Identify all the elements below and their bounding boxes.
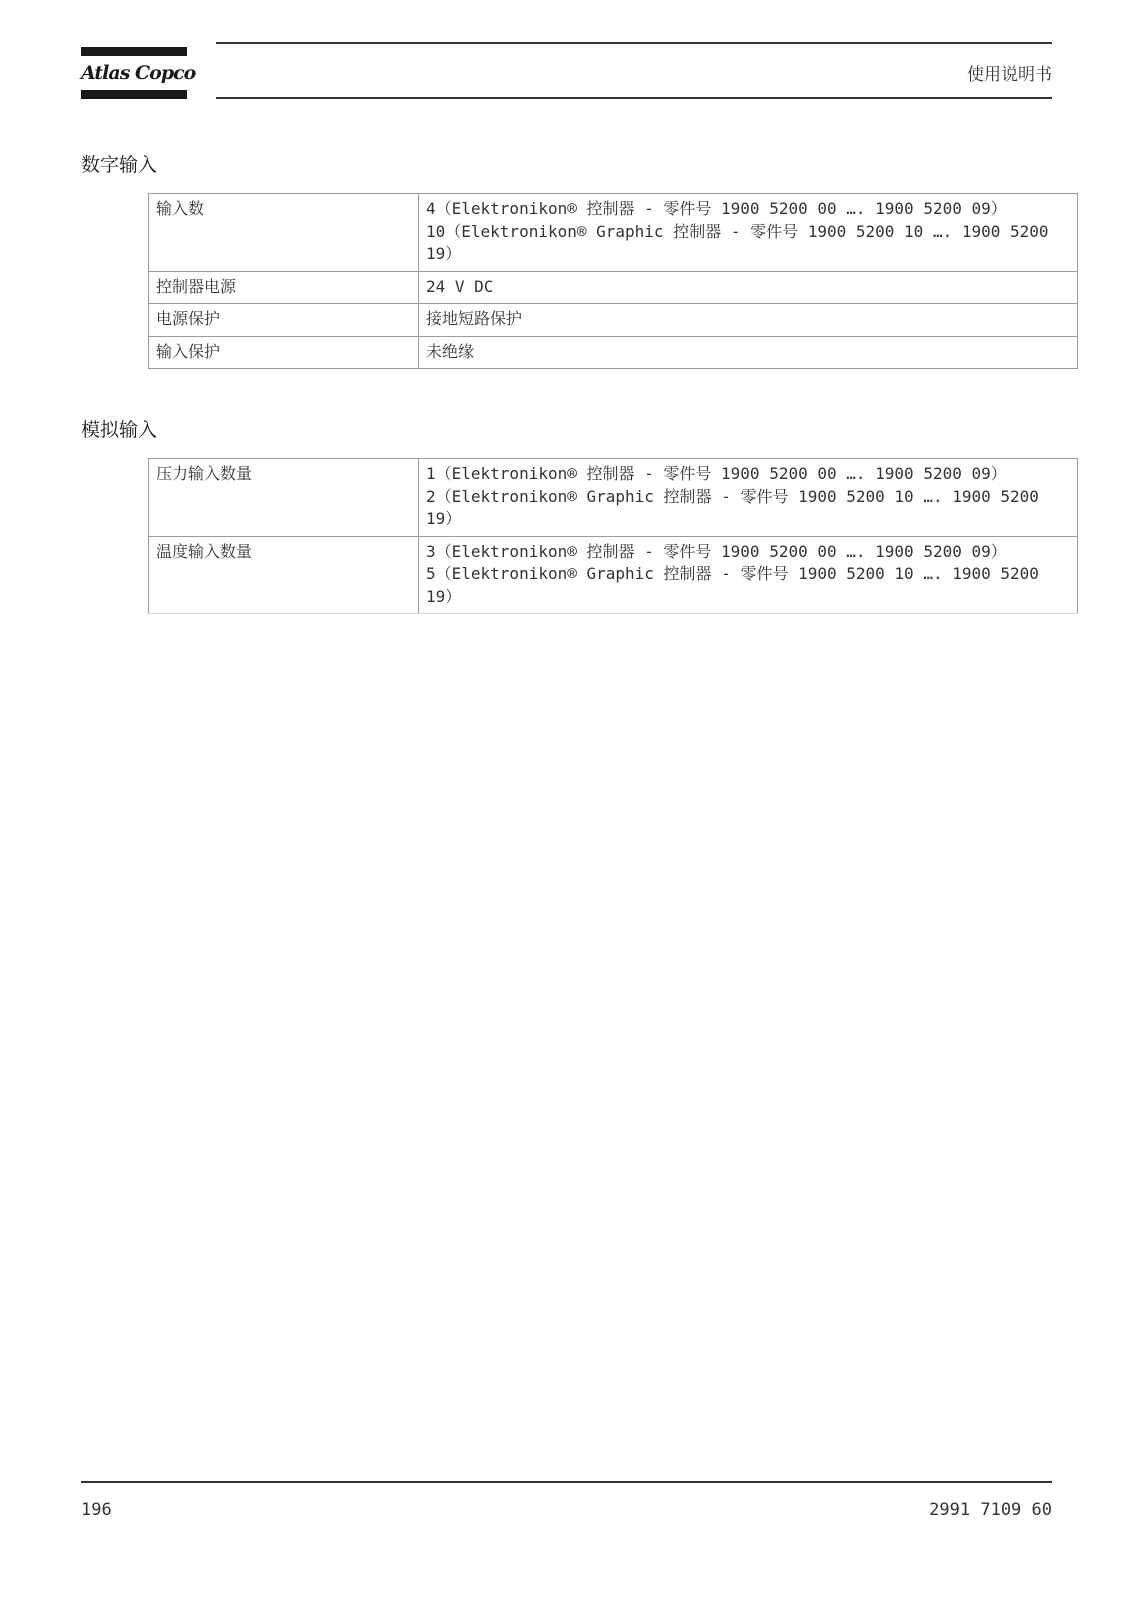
value-line: 4（Elektronikon® 控制器 - 零件号 1900 5200 00 …. 1900 5200 09）: [426, 199, 1007, 218]
value-line: 2（Elektronikon® Graphic 控制器 - 零件号 1900 5200 10 …. 1900 5200: [426, 486, 1039, 506]
table-row: [149, 336, 1078, 369]
analog-inputs-table: [148, 458, 1078, 614]
header-bottom-rule: [216, 97, 1052, 99]
table-row: [149, 536, 1078, 614]
value-line: 24 V DC: [426, 276, 494, 296]
value-line: 5（Elektronikon® Graphic 控制器 - 零件号 1900 5200 10 …. 1900 5200: [426, 564, 1039, 583]
row-label: 输入数: [149, 194, 419, 272]
value-line: 19）: [426, 509, 462, 528]
section-title-digital-inputs: 数字输入: [81, 154, 158, 176]
row-label: 输入保护: [149, 336, 419, 369]
row-value: [419, 536, 1078, 614]
value-line: 19）: [426, 244, 462, 263]
footer-rule: [81, 1481, 1052, 1483]
document-number: 2991 7109 60: [929, 1500, 1052, 1520]
value-line: 未绝缘: [426, 341, 475, 361]
row-label: 控制器电源: [149, 271, 419, 304]
value-line: 10（Elektronikon® Graphic 控制器 - 零件号 1900 5200 10 …. 1900 5200: [426, 221, 1049, 241]
table-row: [149, 194, 1078, 272]
page-number: 196: [81, 1500, 112, 1520]
value-line: 19）: [426, 586, 462, 606]
logo-wordmark: Atlas Copco: [81, 62, 196, 84]
header-top-rule: [216, 42, 1052, 44]
section-title-analog-inputs: 模拟输入: [81, 419, 158, 441]
logo-bottom-bar: [81, 90, 187, 99]
table-row: [149, 271, 1078, 304]
digital-inputs-table: [148, 193, 1078, 369]
atlas-copco-logo: [81, 47, 196, 99]
row-value: [419, 194, 1078, 272]
row-value: [419, 459, 1078, 537]
value-line: 接地短路保护: [426, 309, 523, 328]
row-value: [419, 336, 1078, 369]
logo-top-bar: [81, 47, 187, 56]
value-line: 1（Elektronikon® 控制器 - 零件号 1900 5200 00 …. 1900 5200 09）: [426, 464, 1007, 483]
row-label: 电源保护: [149, 304, 419, 337]
table-row: [149, 459, 1078, 537]
document-type: 使用说明书: [967, 65, 1052, 85]
row-label: 压力输入数量: [149, 459, 419, 537]
row-value: [419, 304, 1078, 337]
row-label: 温度输入数量: [149, 536, 419, 614]
value-line: 3（Elektronikon® 控制器 - 零件号 1900 5200 00 …. 1900 5200 09）: [426, 541, 1007, 561]
table-row: [149, 304, 1078, 337]
row-value: [419, 271, 1078, 304]
